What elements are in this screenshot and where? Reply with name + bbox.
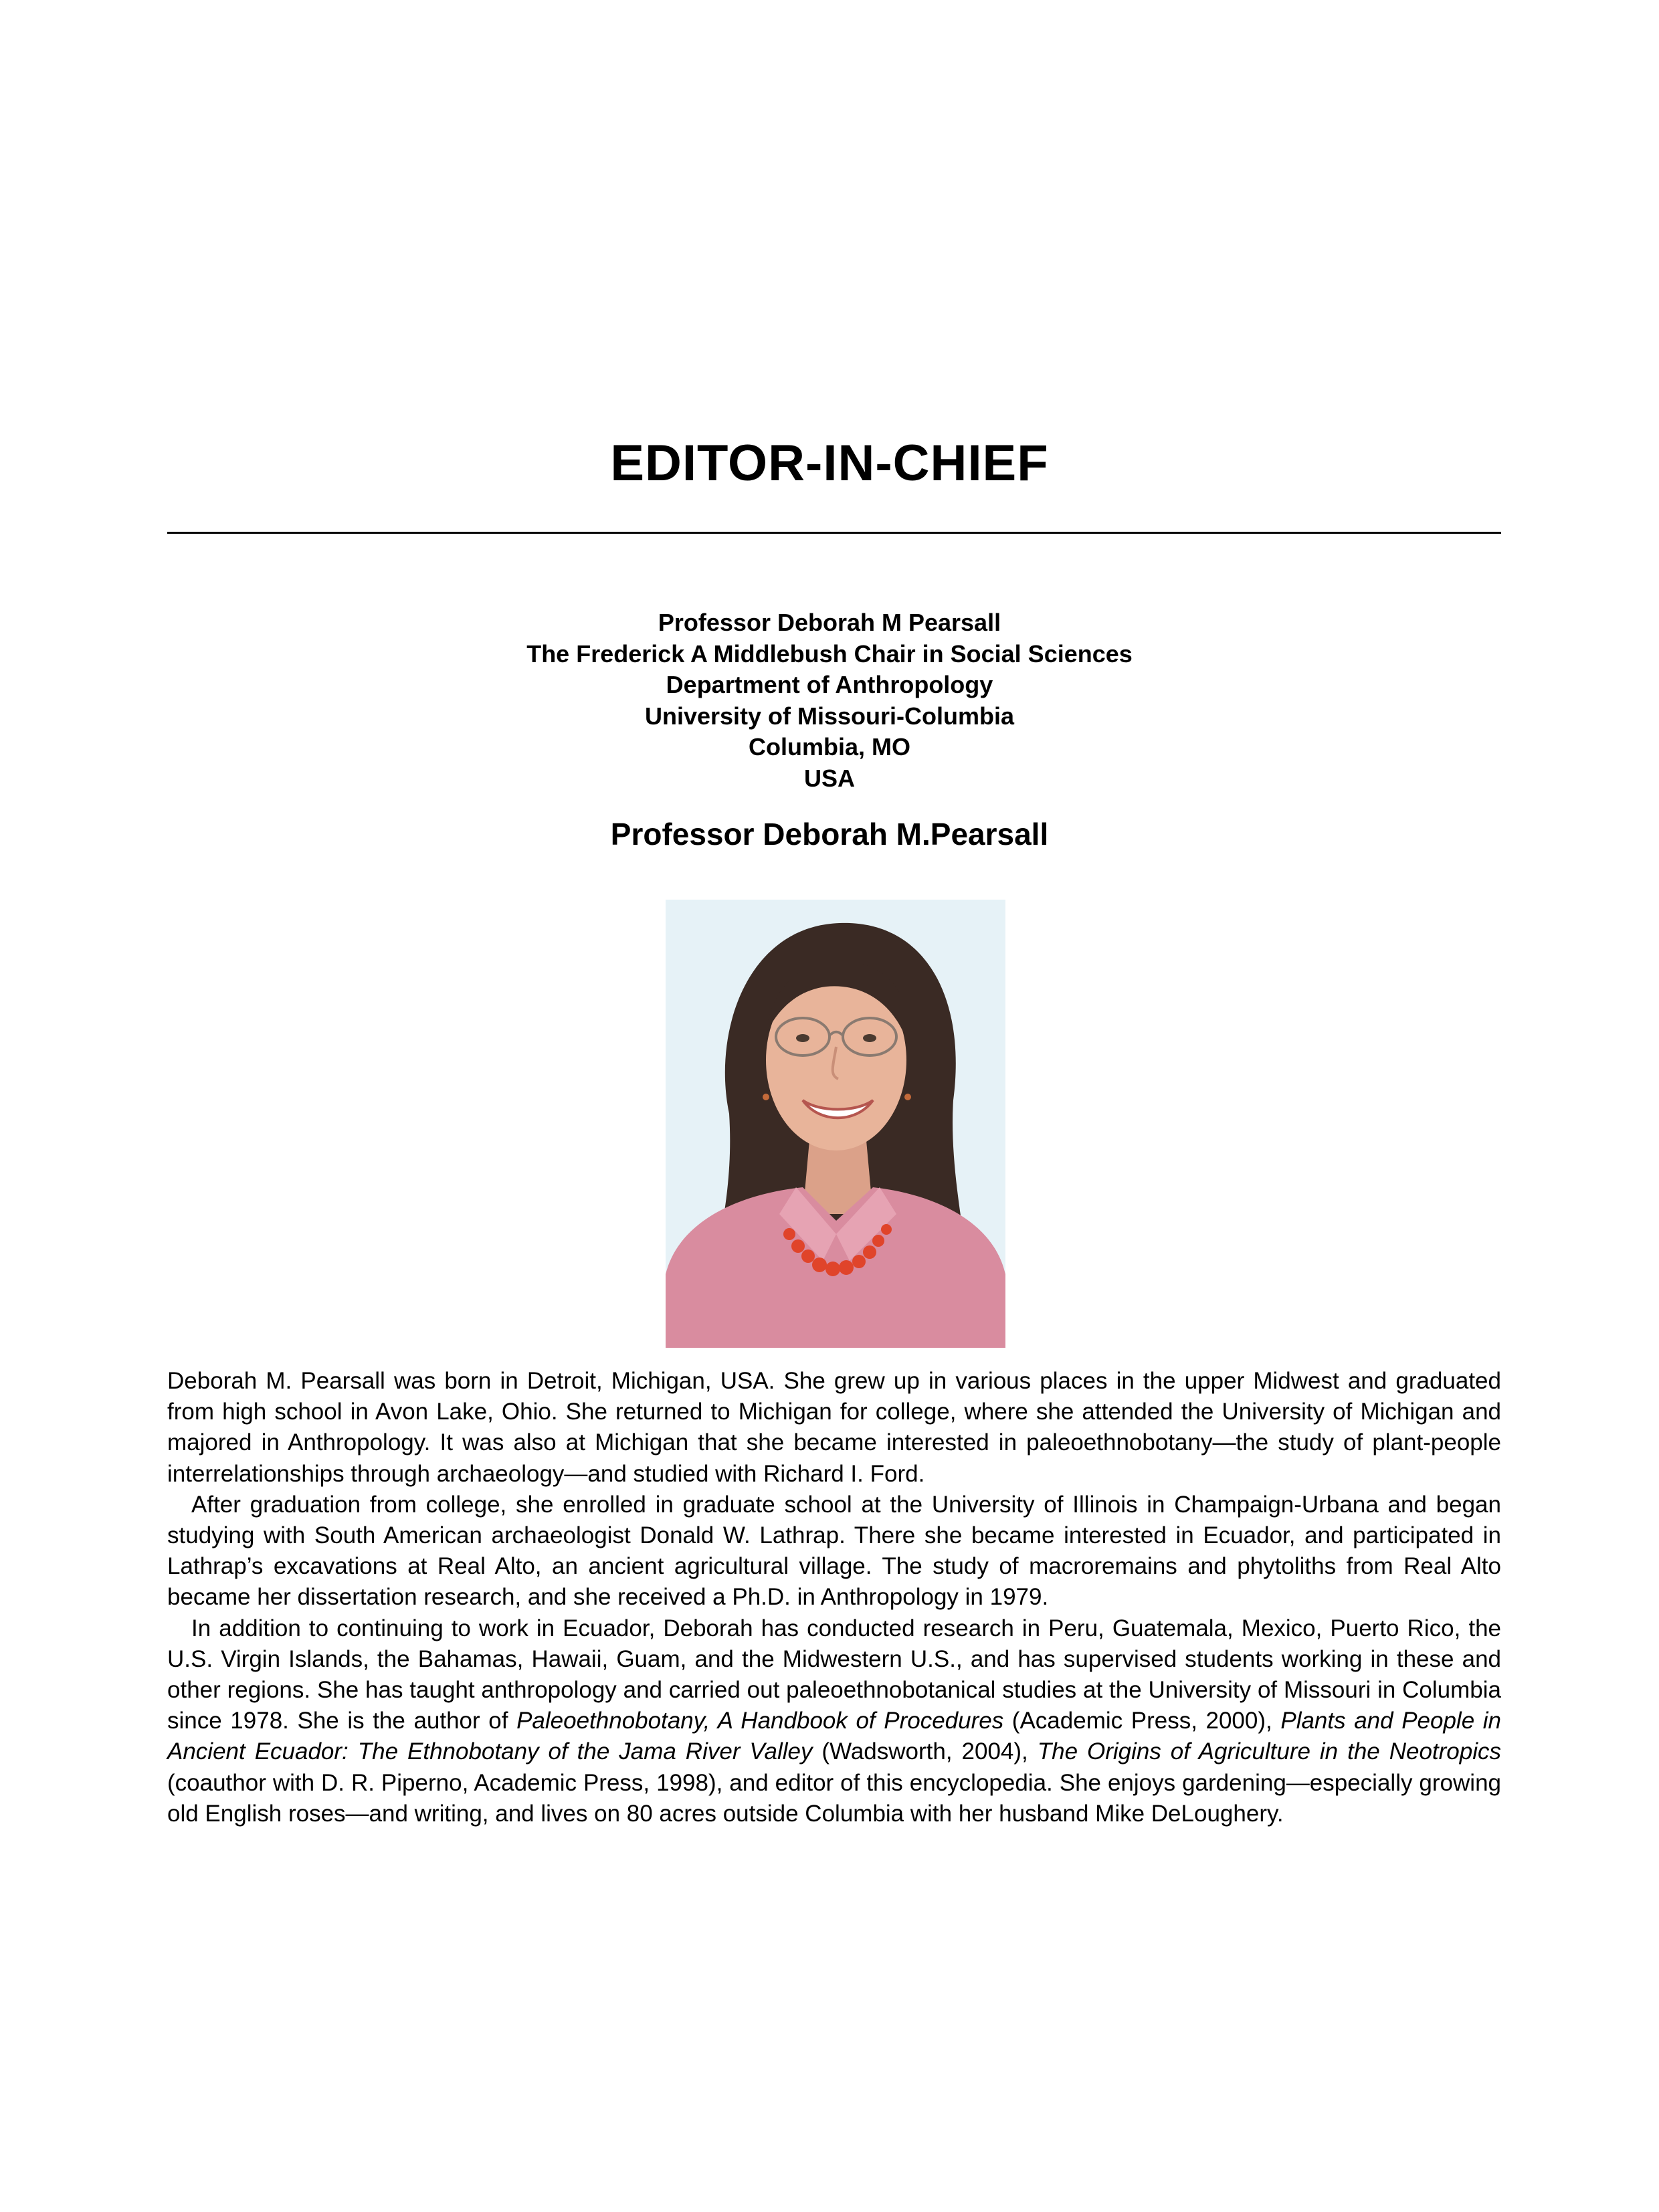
bio-text: (Academic Press, 2000), bbox=[1003, 1708, 1281, 1734]
bio-text: (coauthor with D. R. Piperno, Academic Press, 1998), and editor of this encyclopedia. She enjoys gardening—especially growing old English roses—and writing, and lives on 80 acres outside Columbia with her husband Mike DeLoughery. bbox=[167, 1769, 1501, 1827]
bio-text: In addition to continuing to work in Ecuador, Deborah has conducted research in Peru, Guatemala, Mexico, Puerto Rico, the U.S. Virgin Islands, the Bahamas, Hawaii, Guam, and the Midwestern U.S., and has supervised students working in these and other regions. She has taught anthropology and carried out paleoethnobotanical studies at the University of Missouri in Columbia since 1978. She is the author of bbox=[167, 1615, 1501, 1734]
title-divider bbox=[167, 532, 1501, 534]
affiliation-city: Columbia, MO bbox=[749, 733, 910, 761]
profile-name-heading: Professor Deborah M.Pearsall bbox=[610, 817, 1049, 851]
affiliation-department: Department of Anthropology bbox=[666, 671, 993, 698]
affiliation-university: University of Missouri-Columbia bbox=[644, 702, 1015, 730]
bio-paragraph-1: Deborah M. Pearsall was born in Detroit, Michigan, USA. She grew up in various places in the upper Midwest and graduated from high school in Avon Lake, Ohio. She returned to Michigan for college, where she attended the University of Michigan and majored in Anthropology. It was also at Michigan that she became interested in paleoethnobotany—the study of plant-people interrelationships through archaeology—and studied with Richard I. Ford. bbox=[167, 1368, 1501, 1487]
book-title-plants-and-people: Plants and People in Ancient Ecuador: The Ethnobotany of the Jama River Valley bbox=[167, 1708, 1502, 1765]
affiliation-name: Professor Deborah M Pearsall bbox=[658, 609, 1001, 636]
portrait-photo-icon bbox=[666, 900, 1005, 1348]
bio-paragraph-2: After graduation from college, she enrolled in graduate school at the University of Illinois in Champaign-Urbana and began studying with South American archaeologist Donald W. Lathrap. There she became interested in Ecuador, and participated in Lathrap’s excavations at Real Alto, an ancient agricultural village. The study of macroremains and phytoliths from Real Alto became her dissertation research, and she received a Ph.D. in Anthropology in 1979. bbox=[167, 1491, 1501, 1611]
affiliation-chair: The Frederick A Middlebush Chair in Social Sciences bbox=[526, 639, 1133, 668]
affiliation-country: USA bbox=[803, 764, 855, 792]
book-title-paleoethnobotany: Paleoethnobotany, A Handbook of Procedures bbox=[516, 1708, 1004, 1734]
biography bbox=[167, 1366, 1501, 1829]
book-title-origins-of-agriculture: The Origins of Agriculture in the Neotropics bbox=[1037, 1738, 1501, 1765]
page-title: EDITOR-IN-CHIEF bbox=[610, 435, 1049, 492]
affiliation-block bbox=[0, 607, 1659, 794]
bio-paragraph-3 bbox=[167, 1613, 1501, 1829]
bio-text: (Wadsworth, 2004), bbox=[812, 1738, 1038, 1765]
